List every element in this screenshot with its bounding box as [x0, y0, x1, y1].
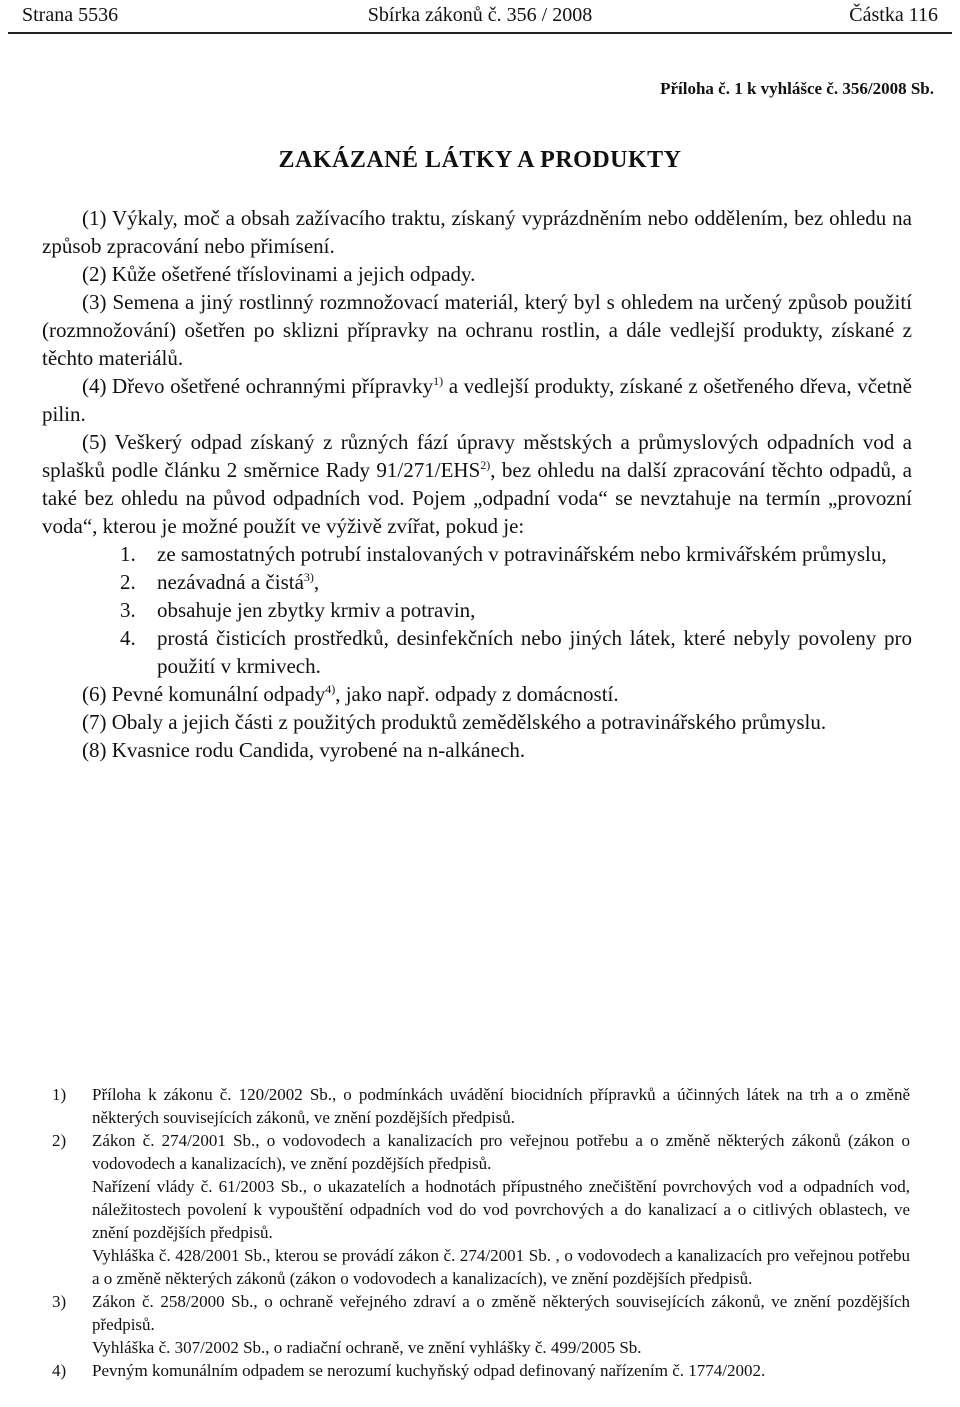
footnote-text: Vyhláška č. 307/2002 Sb., o radiační ochraně, ve znění vyhlášky č. 499/2005 Sb.	[92, 1338, 642, 1357]
item-8: (8) Kvasnice rodu Candida, vyrobené na n-alkánech.	[82, 738, 526, 762]
footnote-ref-2: 2)	[480, 458, 491, 472]
item-4-text: (4) Dřevo ošetřené ochrannými přípravky	[82, 374, 434, 398]
sublist-item	[42, 624, 912, 680]
part-number: Částka 116	[849, 4, 938, 26]
item-5-text: (5) Veškerý odpad získaný z různých fází úpravy městských a průmyslových odpadních vod a splašků podle článku 2 směrnice Rady 91/271/EHS	[42, 430, 912, 482]
item-6	[42, 680, 912, 708]
sublist-number: 4.	[120, 626, 136, 650]
sublist-text: ze samostatných potrubí instalovaných v potravinářském nebo krmivářském průmyslu,	[157, 542, 887, 566]
annex-reference: Příloha č. 1 k vyhlášce č. 356/2008 Sb.	[660, 79, 934, 98]
item-3: (3) Semena a jiný rostlinný rozmnožovací materiál, který byl s ohledem na určený způsob použití (rozmnožování) ošetřen po sklizni přípravky na ochranu rostlin, a dále vedlejší produkty, získané z těchto materiálů.	[42, 290, 912, 370]
item-5-sublist	[42, 540, 912, 680]
item-4-text-tail: a vedlejší produkty, získané z ošetřeného dřeva, včetně pilin.	[42, 374, 912, 426]
footnotes	[52, 1083, 910, 1382]
item-2: (2) Kůže ošetřené tříslovinami a jejich odpady.	[82, 262, 476, 286]
document-body	[42, 204, 912, 764]
collection-title: Sbírka zákonů č. 356 / 2008	[367, 4, 593, 26]
footnote-text: Zákon č. 258/2000 Sb., o ochraně veřejného zdraví a o změně některých souvisejících zákonů, ve znění pozdějších předpisů.	[92, 1292, 910, 1334]
footnote-2	[52, 1129, 910, 1290]
footnote-number: 2)	[52, 1131, 67, 1150]
footnote-number: 1)	[52, 1085, 67, 1104]
footnote-1	[52, 1083, 910, 1129]
header-rule	[8, 32, 952, 34]
item-1: (1) Výkaly, moč a obsah zažívacího traktu, získaný vyprázdněním nebo oddělením, bez ohledu na způsob zpracování nebo přimísení.	[42, 206, 912, 258]
footnote-text: Zákon č. 274/2001 Sb., o vodovodech a kanalizacích pro veřejnou potřebu a o změně některých zákonů (zákon o vodovodech a kanalizacích), ve znění pozdějších předpisů.	[92, 1131, 910, 1173]
footnote-number: 4)	[52, 1361, 67, 1380]
footnote-number: 3)	[52, 1292, 67, 1311]
sublist-number: 2.	[120, 570, 136, 594]
sublist-number: 1.	[120, 542, 136, 566]
page-header	[0, 0, 960, 36]
sublist-item	[42, 596, 912, 624]
footnote-ref-3: 3)	[303, 570, 314, 584]
footnote-4	[52, 1359, 910, 1382]
sublist-item	[42, 568, 912, 596]
item-5	[42, 428, 912, 540]
item-7: (7) Obaly a jejich části z použitých produktů zemědělského a potravinářského průmyslu.	[82, 710, 827, 734]
footnote-text: Vyhláška č. 428/2001 Sb., kterou se provádí zákon č. 274/2001 Sb. , o vodovodech a kanalizacích pro veřejnou potřebu a o změně některých zákonů (zákon o vodovodech a kanalizacích), ve znění pozdějších předpisů.	[92, 1246, 910, 1288]
item-6-text: (6) Pevné komunální odpady	[82, 682, 326, 706]
sublist-text-tail: ,	[313, 570, 320, 594]
sublist-item	[42, 540, 912, 568]
sublist-text: nezávadná a čistá	[157, 570, 304, 594]
footnote-ref-1: 1)	[433, 374, 444, 388]
footnote-text: Příloha k zákonu č. 120/2002 Sb., o podmínkách uvádění biocidních přípravků a účinných látek na trh a o změně některých souvisejících zákonů, ve znění pozdějších předpisů.	[92, 1085, 910, 1127]
footnote-3	[52, 1290, 910, 1359]
sublist-text: obsahuje jen zbytky krmiv a potravin,	[157, 598, 476, 622]
sublist-text: prostá čisticích prostředků, desinfekčních nebo jiných látek, které nebyly povoleny pro použití v krmivech.	[157, 626, 912, 678]
footnote-text: Nařízení vlády č. 61/2003 Sb., o ukazatelích a hodnotách přípustného znečištění povrchových vod a odpadních vod, náležitostech povolení k vypouštění odpadních vod do vod povrchových a do kanalizací a o citlivých oblastech, ve znění pozdějších předpisů.	[92, 1177, 910, 1242]
footnote-ref-4: 4)	[325, 682, 336, 696]
footnote-text: Pevným komunálním odpadem se nerozumí kuchyňský odpad definovaný nařízením č. 1774/2002.	[92, 1361, 766, 1380]
document-title: ZAKÁZANÉ LÁTKY A PRODUKTY	[278, 147, 682, 173]
page-number: Strana 5536	[22, 4, 119, 26]
item-6-text-tail: , jako např. odpady z domácností.	[335, 682, 619, 706]
item-5-text-tail: , bez ohledu na další zpracování těchto odpadů, a také bez ohledu na původ odpadních vod. Pojem „odpadní voda“ se nevztahuje na termín „provozní voda“, kterou je možné použít ve výživě zvířat, pokud je:	[42, 458, 912, 538]
item-4	[42, 372, 912, 428]
sublist-number: 3.	[120, 598, 136, 622]
